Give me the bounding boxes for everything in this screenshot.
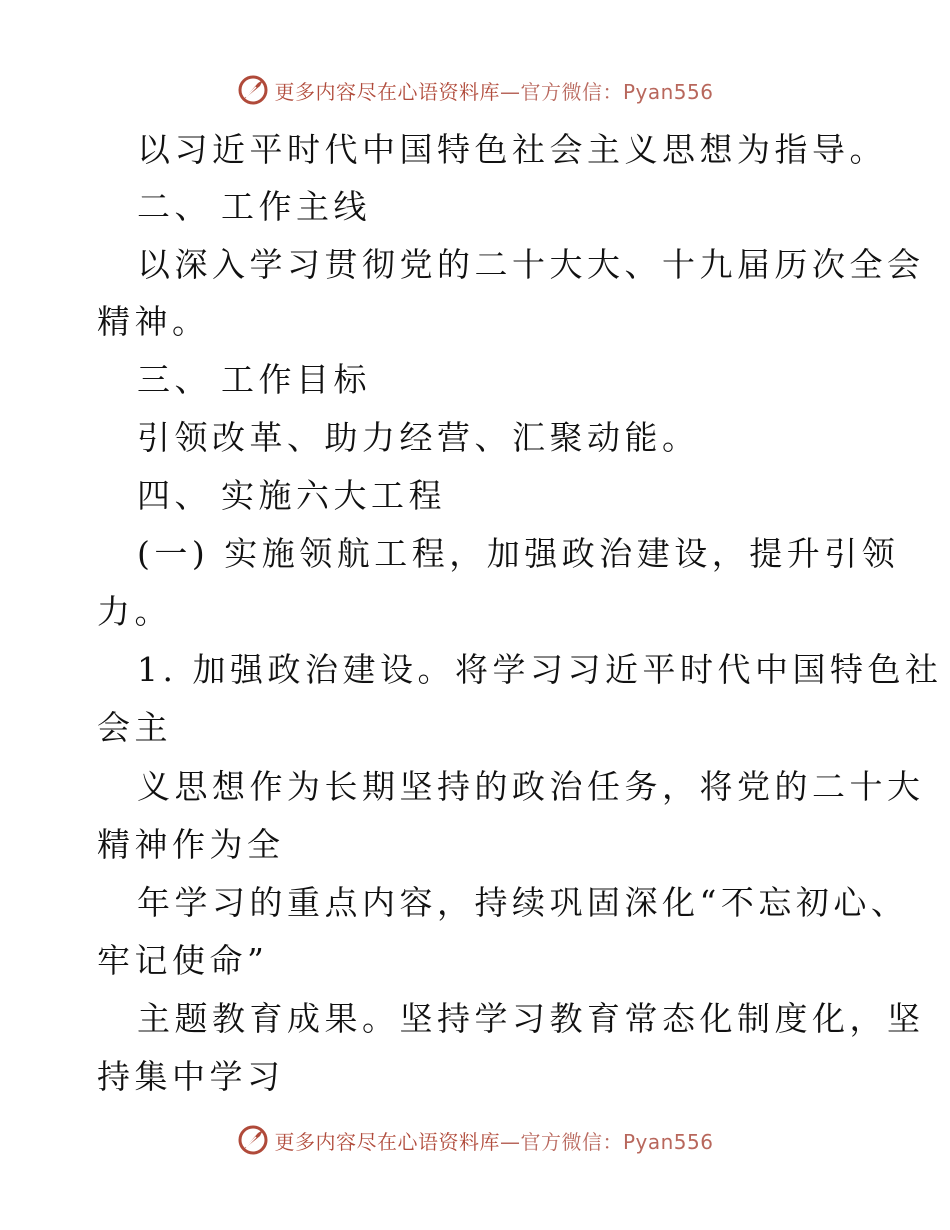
paragraph-line: 会主 xyxy=(97,708,172,747)
paragraph-line: 主题教育成果。坚持学习教育常态化制度化，坚 xyxy=(137,999,925,1038)
paragraph-line: 以习近平时代中国特色社会主义思想为指导。 xyxy=(137,130,887,169)
paragraph-line: 持集中学习 xyxy=(97,1057,285,1096)
paragraph-line: 精神。 xyxy=(97,302,210,341)
header-watermark xyxy=(0,68,950,112)
section-heading-2 xyxy=(137,187,371,227)
section-heading-3 xyxy=(137,360,371,400)
paragraph-line: 引领改革、助力经营、汇聚动能。 xyxy=(137,418,700,457)
heading-number: 四、 xyxy=(137,476,212,515)
paragraph-line: 精神作为全 xyxy=(97,825,285,864)
section-heading-4 xyxy=(137,476,446,516)
paragraph-line: (一) 实施领航工程，加强政治建设，提升引领 xyxy=(137,534,900,573)
paragraph-line: 年学习的重点内容，持续巩固深化“不忘初心、 xyxy=(137,883,909,922)
heading-number: 二、 xyxy=(137,187,212,226)
paragraph-line: 以深入学习贯彻党的二十大大、十九届历次全会 xyxy=(137,245,925,284)
watermark-wechat: —官方微信：Pyan556 xyxy=(499,1129,714,1154)
heading-text: 工作主线 xyxy=(221,187,371,226)
heading-text: 工作目标 xyxy=(221,360,371,399)
watermark-text xyxy=(274,1126,713,1155)
watermark-title: 更多内容尽在心语资料库 xyxy=(274,1129,500,1154)
quill-logo-icon xyxy=(236,1123,270,1157)
heading-text: 实施六大工程 xyxy=(221,476,446,515)
footer-watermark xyxy=(0,1118,950,1162)
paragraph-line: 力。 xyxy=(97,592,172,631)
watermark-title: 更多内容尽在心语资料库 xyxy=(274,79,500,104)
watermark-wechat: —官方微信：Pyan556 xyxy=(499,79,714,104)
paragraph-line: 1. 加强政治建设。将学习习近平时代中国特色社 xyxy=(137,650,943,689)
quill-logo-icon xyxy=(236,73,270,107)
paragraph-line: 义思想作为长期坚持的政治任务，将党的二十大 xyxy=(137,767,925,806)
watermark-text xyxy=(274,76,713,105)
heading-number: 三、 xyxy=(137,360,212,399)
paragraph-line: 牢记使命” xyxy=(97,941,269,980)
